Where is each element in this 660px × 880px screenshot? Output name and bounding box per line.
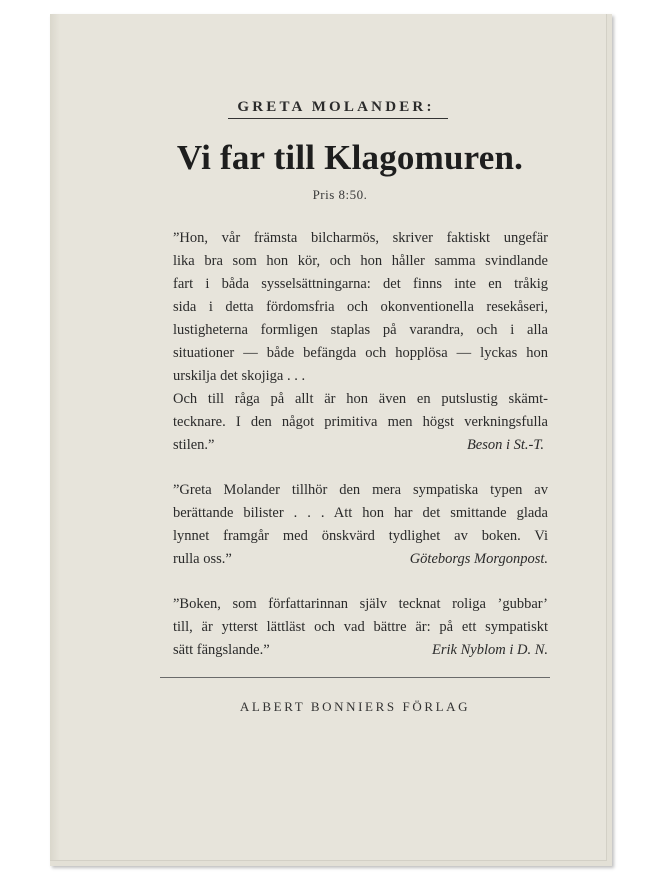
- publisher: ALBERT BONNIERS FÖRLAG: [239, 699, 471, 714]
- divider-rule: [160, 677, 550, 678]
- review1-line: ”Hon, vår främsta bilcharmös, skriver faktiskt ungefär: [173, 230, 548, 246]
- review2-line: ”Greta Molander tillhör den mera sympatiska typen av: [173, 482, 548, 498]
- review2-line: rulla oss.”: [173, 551, 232, 567]
- review1-line: fart i båda sysselsättningarna: det finns inte en tråkig: [173, 276, 548, 292]
- review3-line: sätt fängslande.”: [173, 642, 270, 658]
- price: Pris 8:50.: [312, 187, 368, 202]
- back-cover: [50, 14, 607, 861]
- review1-line: lika bra som hon kör, och hon håller samma svindlande: [173, 253, 548, 269]
- review3-line: till, är ytterst lättläst och vad bättre är: på ett sympatiskt: [173, 619, 548, 635]
- review3-source: Erik Nyblom i D. N.: [432, 642, 548, 658]
- review2-source: Göteborgs Morgonpost.: [409, 551, 548, 567]
- spine-edge: [50, 14, 60, 860]
- review1-line: stilen.”: [173, 437, 215, 453]
- review1-line: urskilja det skojiga . . .: [173, 368, 306, 384]
- review1-line: lustigheterna formligen staplas på varandra, och i alla: [173, 322, 548, 338]
- review2-line: lynnet framgår med önskvärd tydlighet av boken. Vi: [173, 528, 548, 544]
- review1-line: sida i detta fördomsfria och okonventionella resekåseri,: [173, 299, 548, 315]
- review2-line: berättande bilister . . . Att hon har det smittande glada: [173, 505, 548, 521]
- review1-line: tecknare. I den något primitiva men högst verkningsfulla: [173, 414, 548, 430]
- review1-source: Beson i St.-T.: [466, 437, 544, 453]
- review3-line: ”Boken, som författarinnan själv tecknat roliga ’gubbar’: [173, 596, 548, 612]
- book-title: Vi far till Klagomuren.: [176, 138, 524, 177]
- author-underline: [228, 118, 448, 119]
- review1-line: situationer — både befängda och hopplösa — lyckas hon: [173, 345, 548, 361]
- author-name: GRETA MOLANDER:: [237, 99, 435, 115]
- review1-line: Och till råga på allt är hon även en putslustig skämt-: [173, 391, 548, 407]
- book: [50, 14, 612, 866]
